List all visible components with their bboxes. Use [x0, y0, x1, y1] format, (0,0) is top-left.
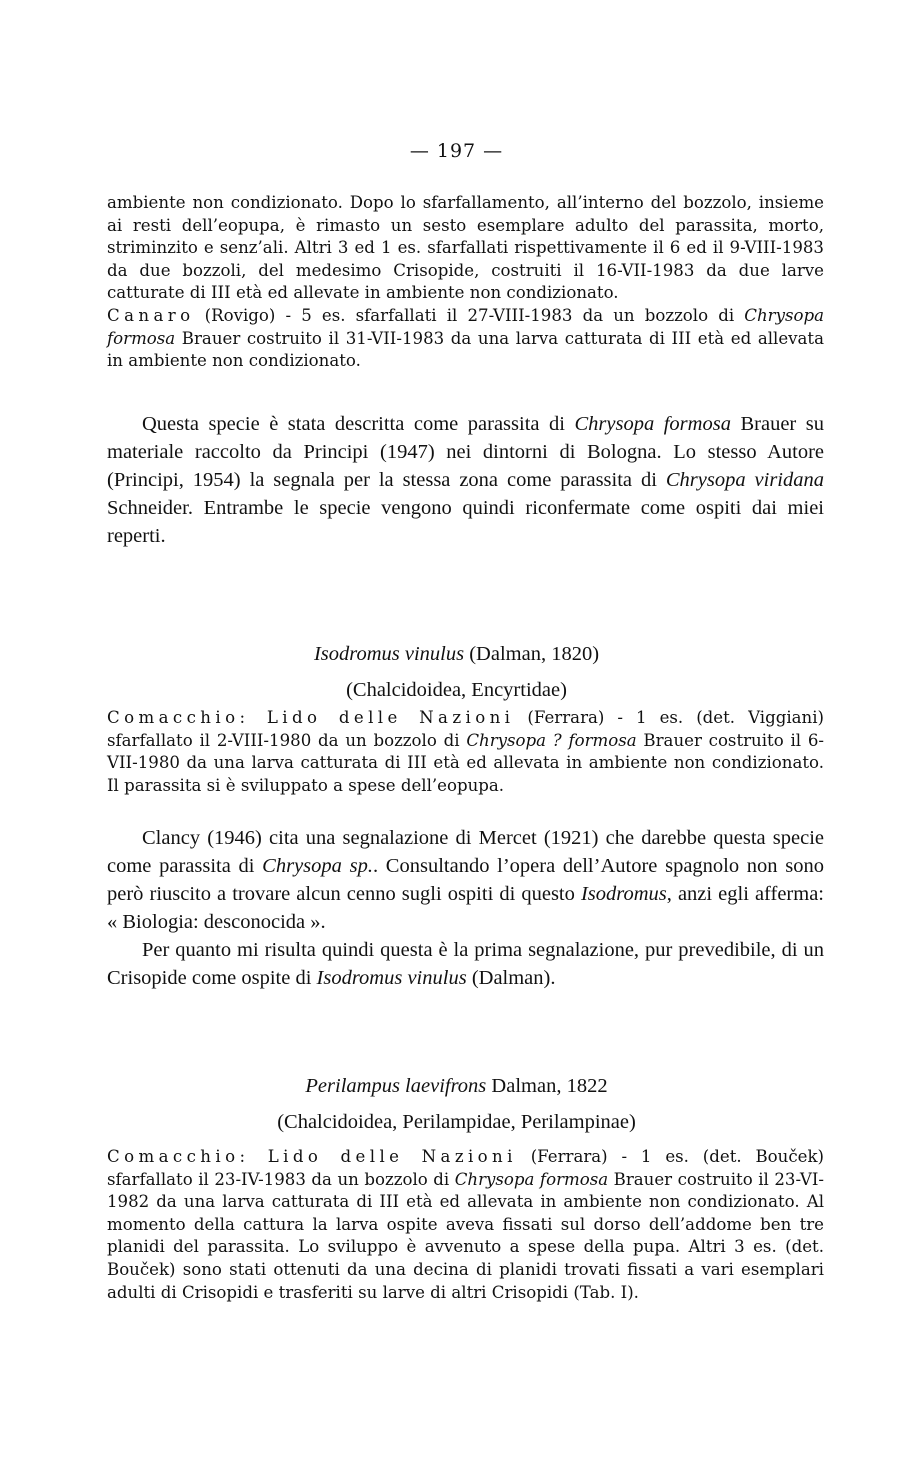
species-classification-perilampus: (Chalcidoidea, Perilampidae, Perilampinae): [277, 1111, 636, 1133]
paragraph-text: Per quanto mi risulta quindi questa è la prima segnalazione, pur prevedibile, di un Crisopide come ospite di Isodromus vinulus (Dalman).: [107, 939, 824, 989]
species-name: Chrysopa formosa: [454, 1169, 609, 1189]
species-heading-author: (Dalman, 1820): [464, 643, 600, 665]
species-heading-perilampus: [0, 1072, 913, 1100]
species-heading-name: Isodromus vinulus: [313, 643, 465, 665]
locality-label: Comacchio: Lido delle Nazioni: [107, 708, 515, 727]
locality-label: Canaro: [107, 305, 195, 325]
paragraph-text: Clancy (1946) cita una segnalazione di Mercet (1921) che darebbe questa specie come parassita di Chrysopa sp.. Consultando l’opera dell’Autore spagnolo non sono però riuscito a trovare alcun cenno sugli ospiti di questo Isodromus, anzi egli afferma: « Biologia: desconocida ».: [107, 827, 824, 933]
paragraph-text: Canaro (Rovigo) - 5 es. sfarfallati il 27-VIII-1983 da un bozzolo di Chrysopa formosa Brauer costruito il 31-VII-1983 da una larva catturata di III età ed allevata in ambiente non condizionato.: [107, 305, 824, 371]
species-name: Isodromus vinulus: [316, 967, 467, 989]
paragraph-text: ambiente non condizionato. Dopo lo sfarfallamento, all’interno del bozzolo, insieme ai resti dell’eopupa, è rimasto un sesto esemplare adulto del parassita, morto, striminzito e senz’ali. Altri 3 ed 1 es. sfarfallati rispettivamente il 6 ed il 9-VIII-1983 da due bozzoli, del medesimo Crisopide, costruiti il 16-VII-1983 da due larve catturate di III età ed allevate in ambiente non condizionato.: [107, 193, 824, 303]
species-heading-author: Dalman, 1822: [486, 1075, 608, 1097]
species-heading-name: Perilampus laevifrons: [305, 1075, 487, 1097]
species-classification-isodromus: (Chalcidoidea, Encyrtidae): [346, 679, 567, 701]
species-name: Chrysopa formosa: [107, 305, 824, 348]
paragraph-material-examined-2: [107, 707, 824, 797]
page-number: — 197 —: [409, 140, 504, 162]
species-name: Chrysopa sp.: [262, 855, 373, 877]
paragraph-material-examined-3: [107, 1146, 824, 1304]
species-name: Chrysopa formosa: [574, 413, 731, 435]
genus-name: Isodromus: [580, 883, 667, 905]
species-heading-isodromus: [0, 640, 913, 668]
paragraph-discussion-1: [107, 410, 824, 550]
species-name: Chrysopa viridana: [665, 469, 824, 491]
paragraph-text: Comacchio: Lido delle Nazioni (Ferrara) - 1 es. (det. Viggiani) sfarfallato il 2-VIII-1980 da un bozzolo di Chrysopa ? formosa Brauer costruito il 6-VII-1980 da una larva catturata di III età ed allevata in ambiente non condizionato. Il parassita si è sviluppato a spese dell’eopupa.: [107, 708, 825, 795]
species-name: Chrysopa ? formosa: [466, 730, 637, 750]
paragraph-material-examined-1: [107, 192, 824, 373]
paragraph-discussion-2: [107, 824, 824, 992]
paragraph-text: Comacchio: Lido delle Nazioni (Ferrara) - 1 es. (det. Bouček) sfarfallato il 23-IV-1983 da un bozzolo di Chrysopa formosa Brauer costruito il 23-VI-1982 da una larva catturata di III età ed allevata in ambiente non condizionato. Al momento della cattura la larva ospite aveva fissati sul dorso dell’addome ben tre planidi del parassita. Lo sviluppo è avvenuto a spese della pupa. Altri 3 es. (det. Bouček) sono stati ottenuti da una decina di planidi trovati fissati a vari esemplari adulti di Crisopidi e trasferiti su larve di altri Crisopidi (Tab. I).: [107, 1147, 824, 1302]
paragraph-text: Questa specie è stata descritta come parassita di Chrysopa formosa Brauer su materiale raccolto da Principi (1947) nei dintorni di Bologna. Lo stesso Autore (Principi, 1954) la segnala per la stessa zona come parassita di Chrysopa viridana Schneider. Entrambe le specie vengono quindi riconfermate come ospiti dai miei reperti.: [107, 413, 824, 547]
locality-label: Comacchio: Lido delle Nazioni: [107, 1147, 517, 1166]
